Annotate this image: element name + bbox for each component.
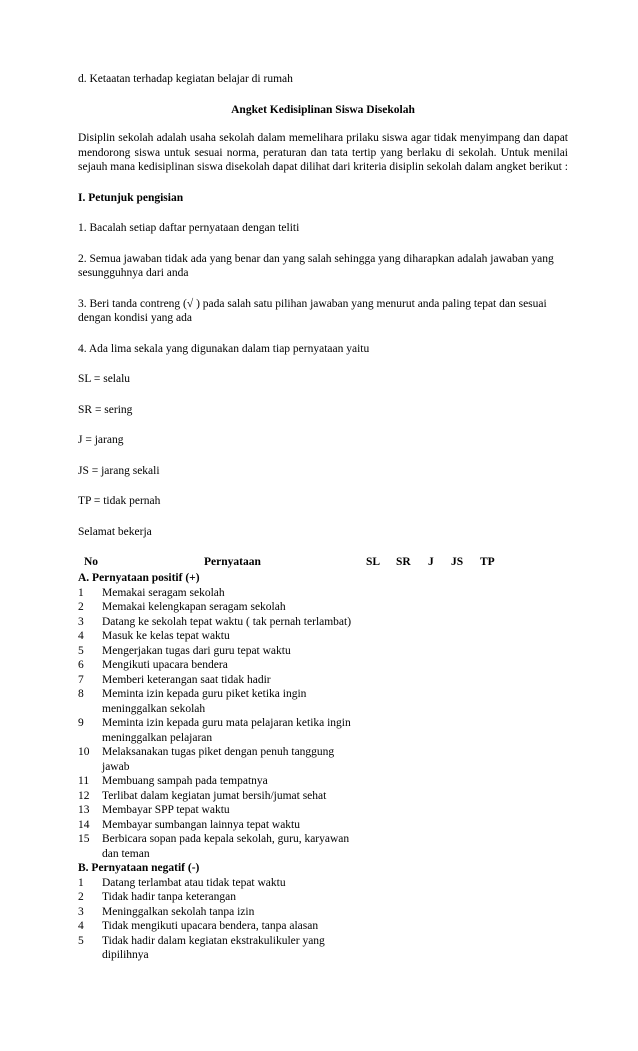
scale-js: JS = jarang sekali <box>78 464 160 477</box>
closing-text: Selamat bekerja <box>78 525 152 538</box>
row-statement: Datang ke sekolah tepat waktu ( tak pernah terlambat) <box>102 615 352 628</box>
row-number: 4 <box>78 630 84 642</box>
header-no: No <box>84 556 99 568</box>
document-content <box>78 72 568 963</box>
row-statement: Memakai kelengkapan seragam sekolah <box>102 601 286 613</box>
row-number: 5 <box>78 934 84 947</box>
row-number: 9 <box>78 717 84 729</box>
row-number: 14 <box>78 818 90 831</box>
table-row <box>78 789 568 804</box>
row-number: 4 <box>78 920 84 932</box>
table-row <box>78 876 568 891</box>
header-js: JS <box>451 556 464 568</box>
negative-statements <box>78 876 568 963</box>
table-row <box>78 745 568 774</box>
negative-section-label: B. Pernyataan negatif (-) <box>78 862 200 874</box>
positive-statements <box>78 586 568 862</box>
scale-sl: SL = selalu <box>78 373 131 385</box>
positive-section-label: A. Pernyataan positif (+) <box>78 572 200 584</box>
header-j: J <box>428 556 434 568</box>
row-statement: Meminta izin kepada guru mata pelajaran ketika ingin meninggalkan pelajaran <box>102 717 351 744</box>
table-row <box>78 687 568 716</box>
row-statement: Tidak hadir dalam kegiatan ekstrakulikuler yang dipilihnya <box>102 934 325 961</box>
header-sl: SL <box>366 556 381 568</box>
intro-item: d. Ketaatan terhadap kegiatan belajar di rumah <box>78 73 293 85</box>
row-statement: Memakai seragam sekolah <box>102 586 225 599</box>
table-row <box>78 803 568 818</box>
row-number: 15 <box>78 833 90 845</box>
table-row <box>78 919 568 934</box>
row-statement: Berbicara sopan pada kepala sekolah, guru, karyawan dan teman <box>102 833 350 860</box>
table-row <box>78 658 568 673</box>
row-statement: Mengikuti upacara bendera <box>102 659 228 671</box>
table-row <box>78 673 568 688</box>
table-row <box>78 600 568 615</box>
row-number: 12 <box>78 789 90 802</box>
row-statement: Datang terlambat atau tidak tepat waktu <box>102 876 286 889</box>
table-row <box>78 890 568 905</box>
instruction-3: 3. Beri tanda contreng (√ ) pada salah satu pilihan jawaban yang menurut anda paling tepat dan sesuai dengan kondisi yang ada <box>78 297 547 324</box>
row-statement: Membuang sampah pada tempatnya <box>102 775 268 787</box>
header-sr: SR <box>396 556 411 568</box>
row-number: 1 <box>78 876 84 889</box>
instruction-1: 1. Bacalah setiap daftar pernyataan dengan teliti <box>78 222 300 234</box>
row-statement: Membayar SPP tepat waktu <box>102 804 230 816</box>
row-number: 3 <box>78 615 84 628</box>
row-statement: Membayar sumbangan lainnya tepat waktu <box>102 818 300 831</box>
table-row <box>78 832 568 861</box>
scale-j: J = jarang <box>78 434 124 446</box>
table-header <box>78 555 568 571</box>
row-number: 1 <box>78 586 84 599</box>
table-row <box>78 905 568 920</box>
table-row <box>78 629 568 644</box>
header-tp: TP <box>480 556 495 568</box>
row-statement: Tidak mengikuti upacara bendera, tanpa alasan <box>102 920 319 932</box>
row-statement: Meminta izin kepada guru piket ketika ingin meninggalkan sekolah <box>102 688 307 715</box>
scale-sr: SR = sering <box>78 403 133 416</box>
table-row <box>78 586 568 601</box>
row-statement: Memberi keterangan saat tidak hadir <box>102 673 271 686</box>
table-row <box>78 644 568 659</box>
row-number: 7 <box>78 673 84 686</box>
row-statement: Mengerjakan tugas dari guru tepat waktu <box>102 644 291 657</box>
table-row <box>78 716 568 745</box>
row-number: 10 <box>78 746 90 758</box>
scale-tp: TP = tidak pernah <box>78 495 161 507</box>
section-heading: I. Petunjuk pengisian <box>78 191 184 204</box>
table-row <box>78 615 568 630</box>
table-row <box>78 818 568 833</box>
row-number: 3 <box>78 905 84 918</box>
instruction-4: 4. Ada lima sekala yang digunakan dalam tiap pernyataan yaitu <box>78 342 370 355</box>
header-statement: Pernyataan <box>204 556 261 568</box>
instruction-2: 2. Semua jawaban tidak ada yang benar dan yang salah sehingga yang diharapkan adalah jawaban yang sesungguhnya dari anda <box>78 252 554 279</box>
row-statement: Terlibat dalam kegiatan jumat bersih/jumat sehat <box>102 789 327 802</box>
table-row <box>78 934 568 963</box>
row-number: 5 <box>78 644 84 657</box>
row-number: 8 <box>78 688 84 700</box>
row-number: 6 <box>78 659 84 671</box>
document-title: Angket Kedisiplinan Siswa Disekolah <box>231 103 415 116</box>
table-row <box>78 774 568 789</box>
row-number: 11 <box>78 775 90 787</box>
row-number: 2 <box>78 891 84 903</box>
row-statement: Meninggalkan sekolah tanpa izin <box>102 905 255 918</box>
intro-paragraph: Disiplin sekolah adalah usaha sekolah dalam memelihara prilaku siswa agar tidak menyimpang dan dapat mendorong siswa untuk sesuai norma, peraturan dan tata tertip yang berlaku di sekolah. Untuk menilai sejauh mana kedisiplinan siswa disekolah dapat dilihat dari kriteria disiplin sekolah dalam angket berikut : <box>78 132 568 173</box>
row-number: 13 <box>78 804 90 816</box>
row-number: 2 <box>78 601 84 613</box>
row-statement: Masuk ke kelas tepat waktu <box>102 630 230 642</box>
row-statement: Tidak hadir tanpa keterangan <box>102 891 237 903</box>
row-statement: Melaksanakan tugas piket dengan penuh tanggung jawab <box>102 746 335 773</box>
